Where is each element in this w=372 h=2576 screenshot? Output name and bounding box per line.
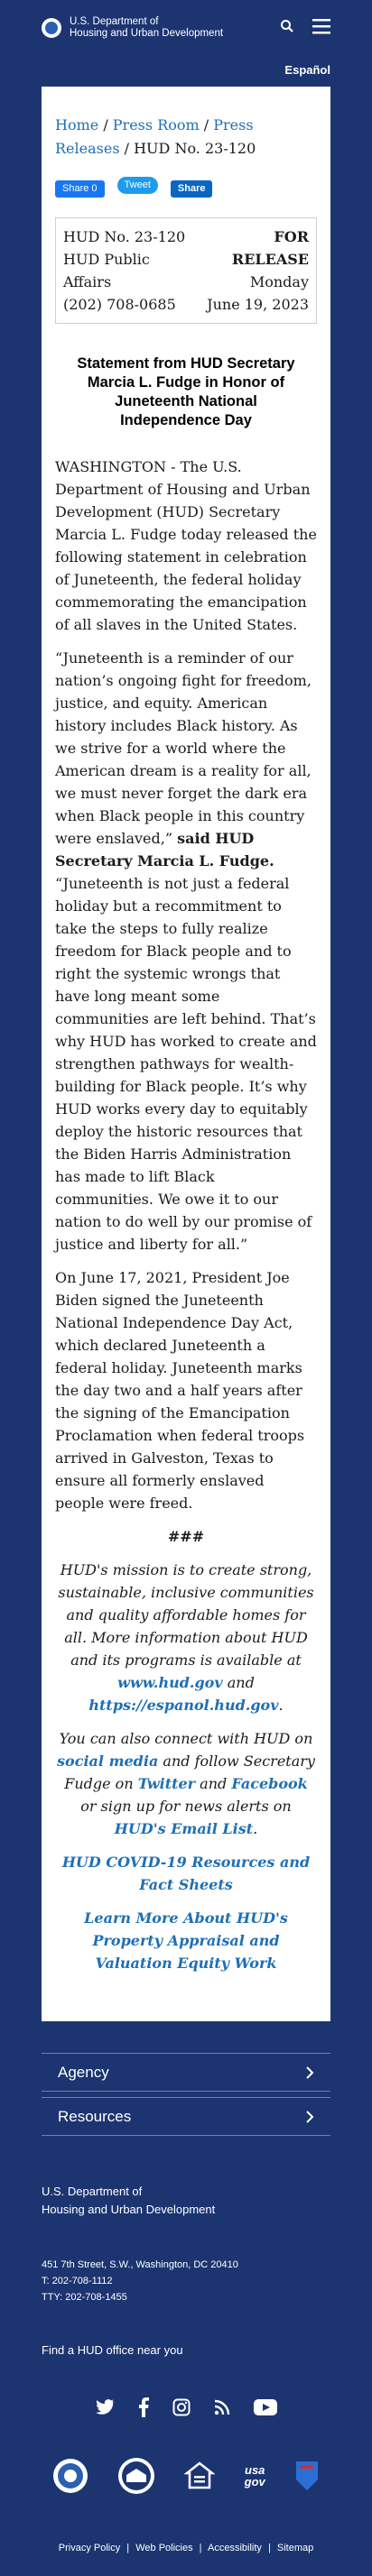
twitter-link[interactable]: Twitter	[137, 1775, 196, 1792]
connect-statement	[55, 1727, 317, 1840]
paragraph-quote	[55, 647, 317, 1256]
footer-org-name	[42, 2183, 330, 2219]
paragraph-history: On June 17, 2021, President Joe Biden signed the Juneteenth National Independence Day Act, which declared Juneteenth a federal holiday. Juneteenth marks the day two and a half years after the signing of the Emancipation Proclamation when federal troops arrived in Galveston, Texas to ensure all formerly enslaved people were freed.	[55, 1269, 305, 1512]
breadcrumb	[55, 114, 317, 161]
footer-links	[42, 2543, 330, 2576]
usagov-text-gov: gov	[244, 2475, 265, 2489]
chevron-right-icon	[305, 2111, 314, 2123]
youtube-icon[interactable]	[254, 2399, 277, 2415]
quote-text: “Juneteenth is a reminder of our nation’s ongoing fight for freedom, justice, and equity. American history includes Black history. As we strive for a world where the American dream is a reality for all, we must never forget the dark era when Black people in this country were enslaved,”	[55, 649, 312, 847]
paragraph-intro: WASHINGTON - The U.S. Department of Housing and Urban Development (HUD) Secretary Marcia L. Fudge today released the following statement in celebration of Juneteenth, the federal holiday commemorating the emancipation of all slaves in the United States.	[55, 458, 317, 633]
period: .	[253, 1820, 258, 1837]
footer-phone: T: 202-708-1112	[42, 2276, 113, 2286]
sitemap-link[interactable]: Sitemap	[276, 2543, 314, 2553]
instagram-icon[interactable]	[172, 2398, 191, 2416]
quote-continued: “Juneteenth is not just a federal holiday but a recommitment to take the steps to fully realize freedom for Black people and to right the systemic wrongs that have long meant some communities are left behind. That’s why HUD has worked to create and strengthen pathways for wealth-building for Black people. It’s why HUD works every day to equitably deploy the historic resources that the Biden Harris Administration has made to lift Black communities. We owe it to our nation to do well by our promise of justice and liberty for all.”	[55, 875, 317, 1253]
twitter-icon[interactable]	[95, 2398, 115, 2416]
period: .	[278, 1697, 284, 1714]
page-title: Statement from HUD Secretary Marcia L. Fudge in Honor of Juneteenth National Independence Day	[77, 355, 295, 428]
article-body	[55, 455, 317, 1974]
site-footer	[0, 2021, 372, 2576]
accessibility-link[interactable]: Accessibility	[207, 2543, 262, 2553]
footer-logos	[42, 2456, 330, 2496]
footer-social-icons	[42, 2395, 330, 2420]
pave-link[interactable]: Learn More About HUD's Property Appraisal and Valuation Equity Work	[84, 1909, 288, 1972]
connect-text-c: or sign up for news alerts on	[80, 1798, 292, 1815]
privacy-policy-link[interactable]: Privacy Policy	[58, 2543, 121, 2553]
link-separator: |	[267, 2543, 271, 2553]
breadcrumb-home[interactable]: Home	[55, 116, 99, 133]
mission-text: HUD's mission is to create strong, sustainable, inclusive communities and quality affordable homes for all. More information about HUD and its programs is available at	[58, 1561, 314, 1669]
breadcrumb-separator: /	[98, 116, 113, 133]
quote-attribution: said HUD Secretary Marcia L. Fudge.	[55, 830, 274, 869]
oig-badge-icon[interactable]	[294, 2460, 320, 2492]
footer-org-line-2: Housing and Urban Development	[42, 2203, 216, 2216]
facebook-link[interactable]: Facebook	[231, 1775, 308, 1792]
mission-statement	[55, 1559, 317, 1716]
breadcrumb-current: HUD No. 23-120	[134, 140, 256, 157]
facebook-share-button[interactable]: Share 0	[55, 180, 105, 198]
brand-line-2: Housing and Urban Development	[70, 28, 224, 39]
release-office-2: Affairs	[63, 273, 112, 290]
footer-accordion-resources[interactable]	[42, 2097, 330, 2136]
hud-seal-icon[interactable]	[42, 18, 61, 38]
release-phone: (202) 708-0685	[63, 296, 176, 313]
connect-text-a: You can also connect with HUD on	[59, 1730, 313, 1747]
breadcrumb-separator: /	[199, 116, 214, 133]
usagov-text-usa: usa	[245, 2463, 265, 2477]
search-icon[interactable]	[280, 19, 294, 33]
usagov-logo[interactable]	[245, 2464, 265, 2488]
release-date: June 19, 2023	[207, 296, 309, 313]
white-house-icon[interactable]	[117, 2457, 155, 2495]
chevron-right-icon	[305, 2066, 314, 2079]
release-info-box	[55, 217, 317, 324]
hud-seal-logo-icon[interactable]	[52, 2458, 88, 2494]
facebook-icon[interactable]	[138, 2397, 149, 2417]
equal-housing-icon[interactable]	[184, 2461, 215, 2491]
site-header	[0, 0, 372, 56]
espanol-hud-link[interactable]: https://espanol.hud.gov	[88, 1697, 279, 1714]
hud-gov-link[interactable]: www.hud.gov	[117, 1674, 223, 1691]
social-media-link[interactable]: social media	[57, 1753, 159, 1770]
link-separator: |	[126, 2543, 130, 2553]
breadcrumb-press-releases[interactable]: Press Releases	[55, 116, 254, 157]
menu-icon[interactable]	[312, 18, 330, 34]
find-office-link[interactable]: Find a HUD office near you	[42, 2343, 183, 2357]
espanol-link[interactable]: Español	[284, 63, 330, 77]
footer-address	[42, 2257, 330, 2305]
and-text: and	[222, 1674, 255, 1691]
breadcrumb-press-room[interactable]: Press Room	[112, 116, 200, 133]
web-policies-link[interactable]: Web Policies	[135, 2543, 193, 2553]
release-weekday: Monday	[249, 273, 309, 290]
footer-tty: TTY: 202-708-1455	[42, 2292, 127, 2303]
footer-street: 451 7th Street, S.W., Washington, DC 20410	[42, 2259, 238, 2270]
covid-resources-link[interactable]: HUD COVID-19 Resources and Fact Sheets	[61, 1854, 311, 1893]
email-list-link[interactable]: HUD's Email List	[114, 1820, 254, 1837]
tweet-button[interactable]: Tweet	[117, 177, 158, 194]
accordion-label: Resources	[58, 2107, 132, 2125]
connect-text-b: and follow Secretary Fudge on	[64, 1753, 315, 1792]
rss-icon[interactable]	[214, 2399, 230, 2415]
breadcrumb-separator: /	[119, 140, 135, 157]
release-label: RELEASE	[231, 251, 309, 268]
footer-accordion-agency[interactable]	[42, 2053, 330, 2092]
brand-line-1: U.S. Department of	[70, 16, 159, 27]
release-number: HUD No. 23-120	[63, 228, 186, 245]
for-label: FOR	[274, 228, 309, 245]
end-marker: ###	[167, 1528, 205, 1545]
footer-org-line-1: U.S. Department of	[42, 2185, 143, 2198]
press-release-card	[42, 87, 330, 2021]
linkedin-share-button[interactable]: Share	[171, 180, 213, 198]
and-text: and	[195, 1775, 232, 1792]
accordion-label: Agency	[58, 2063, 109, 2081]
share-bar	[55, 180, 317, 198]
release-office-1: HUD Public	[63, 251, 150, 268]
site-brand[interactable]	[70, 16, 223, 40]
link-separator: |	[199, 2543, 202, 2553]
